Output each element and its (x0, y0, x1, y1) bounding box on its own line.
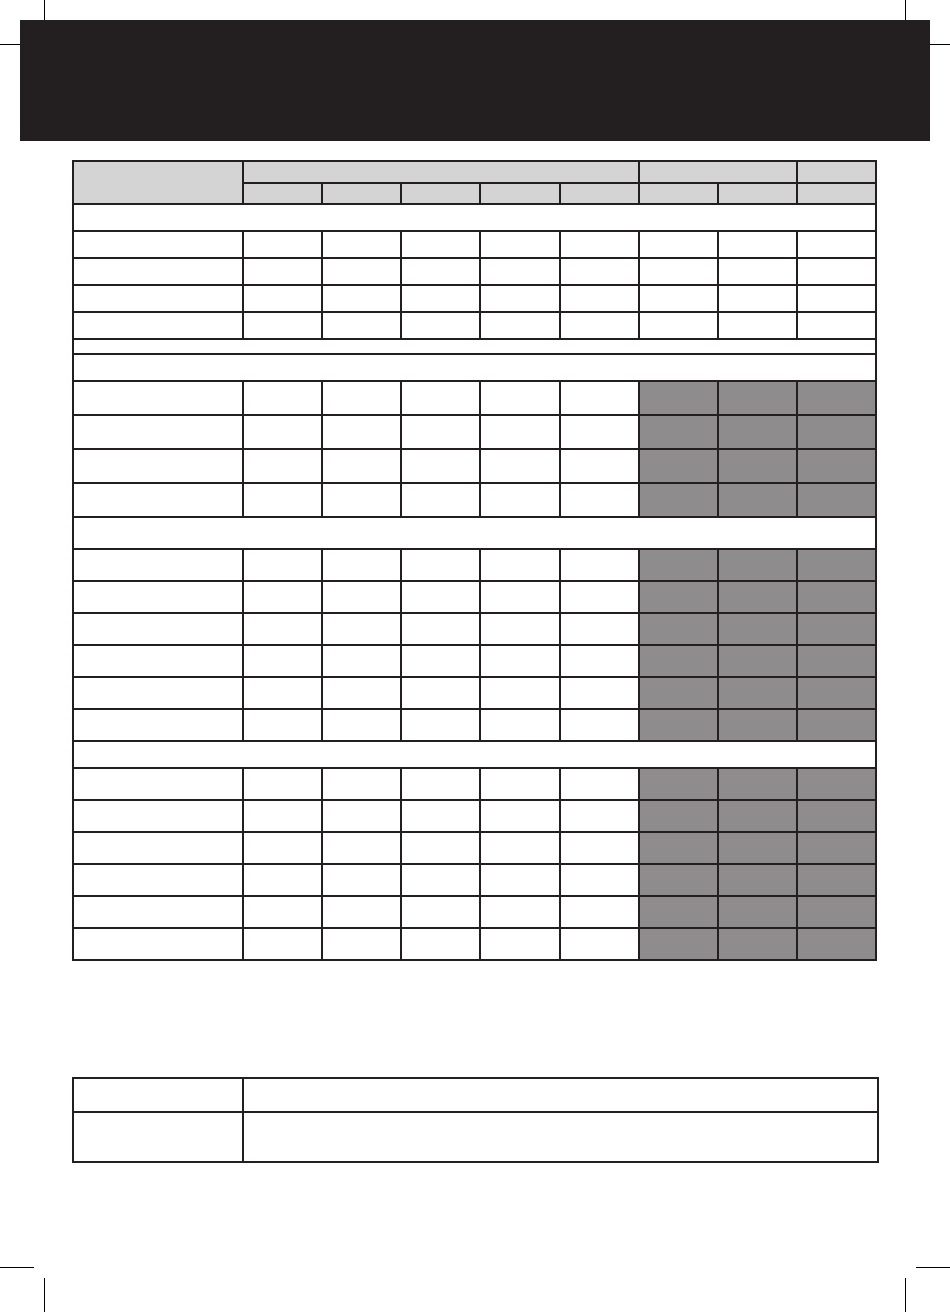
shaded-cell (718, 800, 797, 832)
shaded-cell (639, 896, 718, 928)
table-cell (639, 312, 718, 339)
shaded-cell (797, 800, 876, 832)
table-cell (480, 549, 559, 581)
table-cell (401, 896, 480, 928)
shaded-cell (718, 645, 797, 677)
table-cell (560, 312, 639, 339)
row-label (73, 549, 243, 581)
table-cell (560, 864, 639, 896)
table-cell (243, 928, 322, 960)
shaded-cell (718, 832, 797, 864)
table-cell (243, 312, 322, 339)
table-cell (243, 800, 322, 832)
row-label (73, 864, 243, 896)
shaded-cell (718, 896, 797, 928)
shaded-cell (639, 381, 718, 415)
section-title (73, 517, 876, 549)
table-row (73, 483, 876, 517)
table-cell (480, 800, 559, 832)
table-cell (401, 768, 480, 800)
table-cell (480, 483, 559, 517)
shaded-cell (639, 864, 718, 896)
note-table (72, 1077, 879, 1163)
table-row (73, 928, 876, 960)
table-cell (797, 258, 876, 285)
table-cell (797, 312, 876, 339)
table-row (73, 800, 876, 832)
shaded-cell (718, 449, 797, 483)
table-row (73, 677, 876, 709)
table-cell (401, 800, 480, 832)
spec-table (72, 160, 877, 961)
table-cell (401, 581, 480, 613)
shaded-cell (797, 768, 876, 800)
table-cell (560, 449, 639, 483)
row-label (73, 768, 243, 800)
row-label (73, 483, 243, 517)
row-label (73, 312, 243, 339)
row-label (73, 832, 243, 864)
subheader-cell (639, 183, 718, 204)
table-cell (480, 928, 559, 960)
group-header-cell (243, 161, 639, 183)
table-cell (480, 645, 559, 677)
shaded-cell (797, 645, 876, 677)
table-cell (322, 449, 401, 483)
shaded-cell (797, 613, 876, 645)
table-cell (560, 645, 639, 677)
table-cell (480, 581, 559, 613)
row-label (73, 258, 243, 285)
table-row (73, 258, 876, 285)
table-cell (480, 768, 559, 800)
table-cell (639, 285, 718, 312)
table-cell (322, 231, 401, 258)
row-label (73, 613, 243, 645)
table-row (73, 645, 876, 677)
table-cell (401, 645, 480, 677)
table-cell (243, 832, 322, 864)
section-row (73, 354, 876, 381)
table-cell (322, 285, 401, 312)
row-label (73, 800, 243, 832)
crop-mark (44, 1278, 45, 1312)
shaded-cell (718, 768, 797, 800)
table-cell (243, 258, 322, 285)
table-cell (560, 896, 639, 928)
shaded-cell (639, 832, 718, 864)
table-cell (322, 258, 401, 285)
table-cell (718, 312, 797, 339)
crop-mark (0, 1267, 34, 1268)
table-row (73, 613, 876, 645)
table-cell (322, 768, 401, 800)
table-cell (480, 285, 559, 312)
shaded-cell (797, 449, 876, 483)
table-cell (480, 832, 559, 864)
shaded-cell (718, 549, 797, 581)
table-row (73, 896, 876, 928)
note-label (73, 1112, 243, 1162)
table-cell (322, 549, 401, 581)
table-cell (560, 415, 639, 449)
table-cell (322, 896, 401, 928)
group-header-cell (639, 161, 797, 183)
table-cell (480, 312, 559, 339)
table-cell (797, 231, 876, 258)
table-cell (718, 231, 797, 258)
shaded-cell (718, 483, 797, 517)
table-cell (480, 449, 559, 483)
table-header-row (73, 161, 876, 183)
subheader-cell (480, 183, 559, 204)
table-row (73, 381, 876, 415)
shaded-cell (639, 581, 718, 613)
table-cell (560, 483, 639, 517)
table-cell (560, 768, 639, 800)
table-cell (560, 832, 639, 864)
table-cell (243, 415, 322, 449)
shaded-cell (718, 613, 797, 645)
table-cell (560, 231, 639, 258)
table-cell (401, 285, 480, 312)
table-cell (243, 231, 322, 258)
section-row (73, 517, 876, 549)
shaded-cell (639, 613, 718, 645)
table-cell (401, 231, 480, 258)
table-row (73, 415, 876, 449)
table-cell (243, 381, 322, 415)
table-cell (560, 928, 639, 960)
table-cell (560, 285, 639, 312)
shaded-cell (639, 768, 718, 800)
table-cell (401, 415, 480, 449)
table-cell (401, 549, 480, 581)
shaded-cell (718, 381, 797, 415)
shaded-cell (797, 832, 876, 864)
row-label (73, 709, 243, 741)
shaded-cell (797, 549, 876, 581)
section-title (73, 741, 876, 768)
table-cell (401, 864, 480, 896)
shaded-cell (639, 645, 718, 677)
table-cell (322, 645, 401, 677)
table-cell (401, 677, 480, 709)
table-cell (243, 645, 322, 677)
table-cell (718, 285, 797, 312)
shaded-cell (639, 677, 718, 709)
table-row (73, 864, 876, 896)
table-cell (480, 415, 559, 449)
table-cell (480, 896, 559, 928)
shaded-cell (797, 581, 876, 613)
table-cell (243, 549, 322, 581)
table-cell (560, 581, 639, 613)
row-label (73, 677, 243, 709)
shaded-cell (639, 928, 718, 960)
row-label (73, 645, 243, 677)
table-cell (243, 581, 322, 613)
row-label (73, 231, 243, 258)
table-cell (560, 677, 639, 709)
table-cell (322, 381, 401, 415)
shaded-cell (639, 483, 718, 517)
crop-mark (905, 1278, 906, 1312)
subheader-cell (718, 183, 797, 204)
shaded-cell (718, 415, 797, 449)
table-cell (322, 800, 401, 832)
shaded-cell (797, 483, 876, 517)
table-row (73, 549, 876, 581)
shaded-cell (639, 800, 718, 832)
table-cell (243, 768, 322, 800)
table-cell (560, 709, 639, 741)
table-cell (322, 677, 401, 709)
section-title (73, 354, 876, 381)
subheader-cell (797, 183, 876, 204)
note-row (73, 1078, 878, 1112)
table-cell (401, 613, 480, 645)
shaded-cell (718, 928, 797, 960)
row-label (73, 928, 243, 960)
table-cell (322, 928, 401, 960)
shaded-cell (718, 581, 797, 613)
row-label (73, 285, 243, 312)
table-cell (480, 709, 559, 741)
note-label (73, 1078, 243, 1112)
header-band (20, 20, 930, 141)
table-row (73, 285, 876, 312)
table-cell (401, 312, 480, 339)
section-row (73, 204, 876, 231)
table-cell (243, 864, 322, 896)
table-cell (480, 231, 559, 258)
shaded-cell (718, 864, 797, 896)
spacer-cell (73, 339, 876, 354)
table-cell (480, 613, 559, 645)
table-cell (560, 258, 639, 285)
table-cell (560, 800, 639, 832)
shaded-cell (639, 415, 718, 449)
table-cell (322, 613, 401, 645)
subheader-cell (560, 183, 639, 204)
subheader-cell (401, 183, 480, 204)
shaded-cell (797, 677, 876, 709)
row-label (73, 581, 243, 613)
section-title (73, 204, 876, 231)
table-cell (639, 258, 718, 285)
table-row (73, 709, 876, 741)
section-row (73, 741, 876, 768)
table-cell (401, 709, 480, 741)
table-cell (480, 864, 559, 896)
shaded-cell (639, 709, 718, 741)
subheader-cell (243, 183, 322, 204)
shaded-cell (797, 864, 876, 896)
shaded-cell (797, 709, 876, 741)
table-cell (401, 258, 480, 285)
note-value (243, 1078, 878, 1112)
table-cell (480, 677, 559, 709)
shaded-cell (797, 896, 876, 928)
table-cell (401, 483, 480, 517)
table-cell (243, 709, 322, 741)
subheader-cell (322, 183, 401, 204)
table-row (73, 231, 876, 258)
table-cell (243, 449, 322, 483)
table-cell (243, 677, 322, 709)
table-cell (322, 415, 401, 449)
table-cell (560, 381, 639, 415)
table-cell (322, 312, 401, 339)
table-cell (243, 483, 322, 517)
shaded-cell (797, 928, 876, 960)
table-cell (639, 231, 718, 258)
corner-header-cell (73, 161, 243, 204)
table-cell (322, 832, 401, 864)
shaded-cell (718, 677, 797, 709)
table-row (73, 832, 876, 864)
table-row (73, 449, 876, 483)
table-cell (322, 709, 401, 741)
table-cell (243, 896, 322, 928)
row-label (73, 381, 243, 415)
table-cell (243, 285, 322, 312)
table-row (73, 312, 876, 339)
table-cell (401, 449, 480, 483)
row-label (73, 896, 243, 928)
table-cell (797, 285, 876, 312)
table-cell (243, 613, 322, 645)
table-cell (480, 258, 559, 285)
row-label (73, 415, 243, 449)
spacer-row (73, 339, 876, 354)
shaded-cell (639, 549, 718, 581)
shaded-cell (718, 709, 797, 741)
table-cell (560, 549, 639, 581)
note-value (243, 1112, 878, 1162)
table-cell (322, 581, 401, 613)
table-row (73, 581, 876, 613)
table-cell (401, 928, 480, 960)
shaded-cell (797, 415, 876, 449)
group-header-cell (797, 161, 876, 183)
table-cell (322, 864, 401, 896)
row-label (73, 449, 243, 483)
table-cell (401, 381, 480, 415)
table-cell (401, 832, 480, 864)
shaded-cell (639, 449, 718, 483)
note-row (73, 1112, 878, 1162)
table-cell (322, 483, 401, 517)
table-cell (560, 613, 639, 645)
table-row (73, 768, 876, 800)
crop-mark (916, 1267, 950, 1268)
shaded-cell (797, 381, 876, 415)
table-cell (480, 381, 559, 415)
table-cell (718, 258, 797, 285)
